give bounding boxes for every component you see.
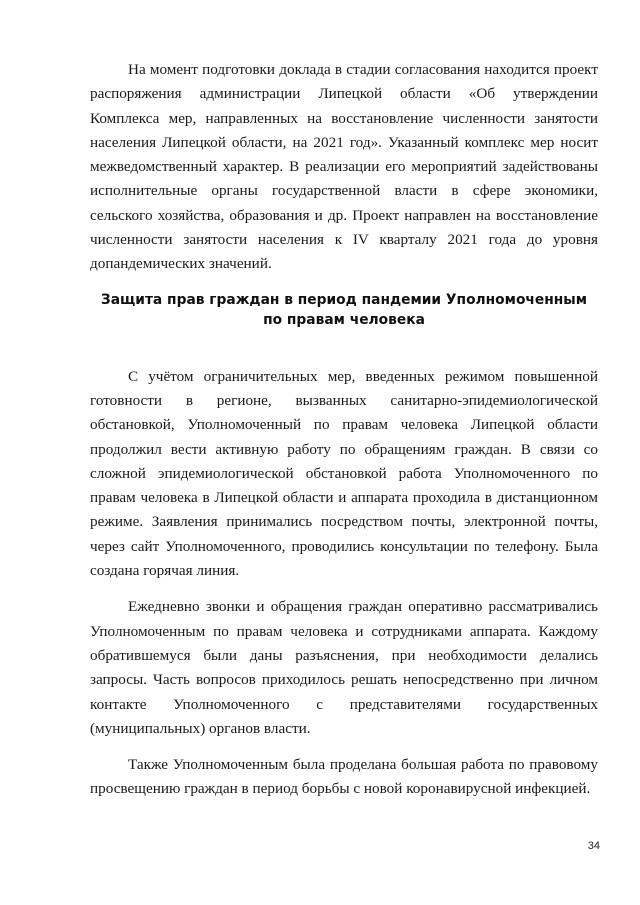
section-heading: Защита прав граждан в период пандемии Уполномоченным по правам человека <box>100 291 588 329</box>
page-number: 34 <box>587 840 600 852</box>
paragraph-ombudsman-work: С учётом ограничительных мер, введенных режимом повышенной готовности в регионе, вызванных санитарно-эпидемиологической обстановкой, Уполномоченный по правам человека Липецкой области продолжил вести активную работу по обращениям граждан. В связи со сложной эпидемиологической обстановкой работа Уполномоченного по правам человека в Липецкой области и аппарата проходила в дистанционном режиме. Заявления принимались посредством почты, электронной почты, через сайт Уполномоченного, проводились консультации по телефону. Была создана горячая линия. <box>90 367 598 580</box>
paragraph-daily-appeals: Ежедневно звонки и обращения граждан оперативно рассматривались Уполномоченным по правам человека и сотрудниками аппарата. Каждому обратившемуся были даны разъяснения, при необходимости делались запросы. Часть вопросов приходилось решать непосредственно при личном контакте Уполномоченного с представителями государственных (муниципальных) органов власти. <box>90 598 598 737</box>
paragraph-employment-measures: На момент подготовки доклада в стадии согласования находится проект распоряжения администрации Липецкой области «Об утверждении Комплекса мер, направленных на восстановление численности занятости населения Липецкой области, на 2021 год». Указанный комплекс мер носит межведомственный характер. В реализации его мероприятий задействованы исполнительные органы государственной власти в сфере экономики, сельского хозяйства, образования и др. Проект направлен на восстановление численности занятости населения к IV кварталу 2021 года до уровня допандемических значений. <box>90 61 598 273</box>
document-page <box>90 58 598 802</box>
paragraph-legal-education: Также Уполномоченным была проделана большая работа по правовому просвещению граждан в период борьбы с новой коронавирусной инфекцией. <box>90 756 598 798</box>
